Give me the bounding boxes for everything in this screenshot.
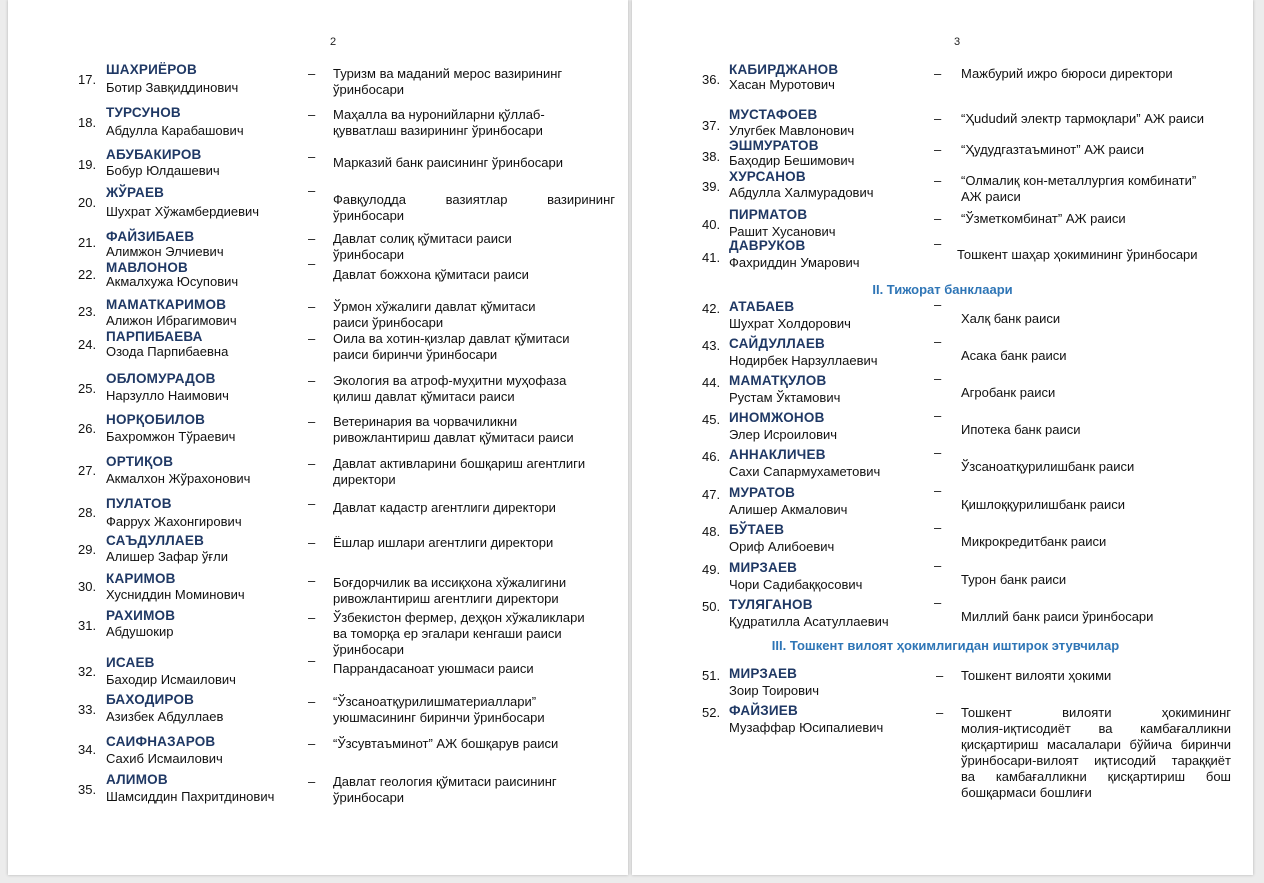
description-line: Тошкент шаҳар ҳокимининг ўринбосари	[957, 247, 1198, 262]
entry-description	[333, 575, 615, 607]
entry-dash: –	[934, 371, 942, 386]
description-line: Давлат геология қўмитаси раисининг	[333, 774, 557, 789]
entry-surname: МАМАТКАРИМОВ	[106, 297, 227, 312]
description-line: ривожлантириш давлат қўмитаси раиси	[333, 430, 574, 445]
entry-number: 51.	[702, 668, 721, 683]
entry-description	[961, 142, 1246, 158]
list-item	[632, 371, 1253, 415]
entry-surname: МИРЗАЕВ	[729, 666, 798, 681]
entry-description	[333, 774, 615, 806]
entry-surname: МАМАТҚУЛОВ	[729, 373, 827, 388]
description-line: ривожлантириш агентлиги директори	[333, 591, 559, 606]
list-item	[632, 171, 1253, 211]
entry-given-name: Ботир Завқиддинович	[106, 80, 239, 95]
description-line: Турон банк раиси	[961, 572, 1067, 587]
entry-given-name: Абдулла Карабашович	[106, 123, 244, 138]
entry-number: 44.	[702, 375, 721, 390]
description-line: ўринбосари	[333, 208, 405, 223]
description-line: Асака банк раиси	[961, 348, 1067, 363]
entry-number: 29.	[78, 542, 97, 557]
description-line: Ўрмон хўжалиги давлат қўмитаси	[333, 299, 536, 314]
entry-number: 21.	[78, 235, 97, 250]
list-item	[8, 149, 628, 189]
entry-surname: САЙДУЛЛАЕВ	[729, 336, 825, 351]
entry-surname: АБУБАКИРОВ	[106, 147, 202, 162]
entry-number: 24.	[78, 337, 97, 352]
entry-dash: –	[934, 408, 942, 423]
entry-surname: БЎТАЕВ	[729, 522, 785, 537]
entry-number: 20.	[78, 195, 97, 210]
entry-description	[333, 66, 615, 98]
entry-number: 45.	[702, 412, 721, 427]
description-line: қилиш давлат қўмитаси раиси	[333, 389, 515, 404]
entry-surname: ЖЎРАЕВ	[106, 185, 165, 200]
entry-dash: –	[934, 558, 942, 573]
entry-dash: –	[308, 573, 316, 588]
list-item	[632, 297, 1253, 341]
entry-given-name: Шухрат Хўжамбердиевич	[106, 204, 260, 219]
entry-surname: ФАЙЗИБАЕВ	[106, 229, 195, 244]
entry-surname: ТУЛЯГАНОВ	[729, 597, 813, 612]
section-heading-commercial-banks: II. Тижорат банклаари	[872, 282, 1013, 297]
entry-dash: –	[934, 520, 942, 535]
entry-given-name: Акмалхон Жўрахонович	[106, 471, 251, 486]
entry-description	[333, 373, 615, 405]
description-line: ўринбосари	[333, 82, 405, 97]
entry-number: 25.	[78, 381, 97, 396]
entry-given-name: Алишер Зафар ўғли	[106, 549, 228, 564]
entry-given-name: Озода Парпибаевна	[106, 344, 229, 359]
description-line: Давлат солиқ қўмитаси раиси	[333, 231, 512, 246]
entry-surname: САИФНАЗАРОВ	[106, 734, 216, 749]
entry-dash: –	[308, 414, 316, 429]
entry-description	[961, 705, 1231, 801]
entry-description	[961, 609, 1246, 625]
description-line: Ветеринария ва чорвачиликни	[333, 414, 518, 429]
document-page-left	[8, 0, 628, 875]
entry-description	[961, 572, 1246, 588]
entry-surname: ОБЛОМУРАДОВ	[106, 371, 216, 386]
entry-number: 22.	[78, 267, 97, 282]
entry-number: 50.	[702, 599, 721, 614]
entry-description	[333, 155, 615, 171]
description-line: директори	[333, 472, 396, 487]
description-line: Ипотека банк раиси	[961, 422, 1081, 437]
list-item	[632, 595, 1253, 639]
entry-dash: –	[934, 111, 942, 126]
page-number: 3	[954, 36, 961, 48]
entry-surname: ПИРМАТОВ	[729, 207, 808, 222]
entry-number: 33.	[78, 702, 97, 717]
entry-given-name: Нарзулло Наимович	[106, 388, 229, 403]
description-line: Марказий банк раисининг ўринбосари	[333, 155, 563, 170]
entry-number: 37.	[702, 118, 721, 133]
entry-number: 47.	[702, 487, 721, 502]
description-line: “Ҳududий электр тармоқлари” АЖ раиси	[961, 111, 1204, 126]
entry-dash: –	[934, 445, 942, 460]
entry-surname: ИНОМЖОНОВ	[729, 410, 825, 425]
description-line: ўринбосари	[333, 642, 405, 657]
list-item	[8, 183, 628, 227]
entry-number: 42.	[702, 301, 721, 316]
entry-number: 30.	[78, 579, 97, 594]
entry-number: 32.	[78, 664, 97, 679]
entry-dash: –	[934, 173, 942, 188]
entry-dash: –	[308, 535, 316, 550]
entry-number: 34.	[78, 742, 97, 757]
entry-dash: –	[308, 694, 316, 709]
entry-given-name: Сахиб Исмаилович	[106, 751, 223, 766]
entry-description	[333, 535, 615, 551]
list-item	[632, 334, 1253, 378]
description-line: қисқартириш масалалари бўйича биринчи	[961, 737, 1231, 752]
entry-description	[961, 422, 1246, 438]
list-item	[632, 703, 1253, 800]
list-item	[8, 498, 628, 538]
entry-given-name: Хусниддин Моминович	[106, 587, 245, 602]
description-line: ва томорқа ер эгалари кенгаши раиси	[333, 626, 562, 641]
entry-description	[961, 311, 1246, 327]
entry-description	[961, 459, 1246, 475]
entry-description	[333, 107, 615, 139]
list-item	[632, 236, 1253, 280]
entry-number: 19.	[78, 157, 97, 172]
entry-number: 23.	[78, 304, 97, 319]
entry-dash: –	[308, 610, 316, 625]
entry-surname: МИРЗАЕВ	[729, 560, 798, 575]
entry-number: 18.	[78, 115, 97, 130]
description-line: ўринбосари	[333, 790, 405, 805]
entry-given-name: Фаррух Жахонгирович	[106, 514, 242, 529]
list-item	[632, 445, 1253, 489]
entry-description	[333, 267, 615, 283]
description-line: ўринбосари-вилоят иқтисодий тараққиёт	[961, 753, 1231, 768]
entry-given-name: Чори Садибаққосович	[729, 577, 863, 592]
list-item	[8, 256, 628, 302]
entry-description	[961, 385, 1246, 401]
entry-number: 28.	[78, 505, 97, 520]
entry-dash: –	[934, 297, 942, 312]
entry-number: 26.	[78, 421, 97, 436]
entry-number: 38.	[702, 149, 721, 164]
entry-given-name: Баходир Исмаилович	[106, 672, 236, 687]
entry-given-name: Фахриддин Умарович	[729, 255, 860, 270]
description-line: молия-иқтисодиёт ва камбағалликни	[961, 721, 1231, 736]
description-line: Боғдорчилик ва иссиқхона хўжалигини	[333, 575, 567, 590]
entry-dash: –	[934, 483, 942, 498]
entry-dash: –	[934, 211, 942, 226]
entry-dash: –	[934, 142, 942, 157]
description-line: Қишлоққурилишбанк раиси	[961, 497, 1126, 512]
entry-number: 49.	[702, 562, 721, 577]
entry-surname: МУРАТОВ	[729, 485, 796, 500]
list-item	[632, 408, 1253, 452]
entry-dash: –	[308, 231, 316, 246]
entry-given-name: Қудратилла Асатуллаевич	[729, 614, 889, 629]
entry-description	[961, 348, 1246, 364]
description-line: Микрокредитбанк раиси	[961, 534, 1107, 549]
entry-given-name: Ориф Алибоевич	[729, 539, 835, 554]
description-line: раиси ўринбосари	[333, 315, 444, 330]
entry-surname: РАХИМОВ	[106, 608, 176, 623]
entry-dash: –	[936, 705, 944, 720]
entry-dash: –	[308, 736, 316, 751]
entry-dash: –	[308, 373, 316, 388]
entry-number: 27.	[78, 463, 97, 478]
description-line: Туризм ва маданий мерос вазирининг	[333, 66, 563, 81]
list-item	[8, 736, 628, 776]
entry-surname: КАБИРДЖАНОВ	[729, 62, 839, 77]
entry-number: 36.	[702, 72, 721, 87]
entry-description	[961, 534, 1246, 550]
entry-surname: НОРҚОБИЛОВ	[106, 412, 206, 427]
list-item	[632, 483, 1253, 527]
list-item	[8, 573, 628, 613]
description-line: Тошкент вилояти ҳокимининг	[961, 705, 1231, 720]
entry-surname: ПУЛАТОВ	[106, 496, 172, 511]
description-line: “Ўзсаноатқурилишматериаллари”	[333, 694, 537, 709]
entry-description	[333, 456, 615, 488]
entry-description	[957, 247, 1242, 263]
entry-given-name: Баҳодир Бешимович	[729, 153, 855, 168]
entry-description	[333, 231, 615, 263]
entry-surname: ДАВРУКОВ	[729, 238, 806, 253]
entry-surname: ИСАЕВ	[106, 655, 155, 670]
entry-description	[961, 211, 1246, 227]
entry-dash: –	[308, 653, 316, 668]
entry-description	[333, 299, 615, 331]
entry-description	[333, 661, 615, 677]
entry-given-name: Алижон Ибрагимович	[106, 313, 237, 328]
description-line: Давлат активларини бошқариш агентлиги	[333, 456, 586, 471]
entry-given-name: Бахромжон Тўраевич	[106, 429, 236, 444]
entry-given-name: Сахи Сапармухаметович	[729, 464, 881, 479]
entry-number: 48.	[702, 524, 721, 539]
entry-dash: –	[308, 774, 316, 789]
entry-dash: –	[934, 66, 942, 81]
entry-surname: ОРТИҚОВ	[106, 454, 174, 469]
entry-description	[961, 111, 1246, 127]
entry-dash: –	[308, 66, 316, 81]
entry-surname: ФАЙЗИЕВ	[729, 703, 798, 718]
entry-dash: –	[934, 236, 942, 251]
entry-description	[333, 694, 615, 726]
description-line: “Ўзметкомбинат” АЖ раиси	[961, 211, 1126, 226]
description-line: Паррандасаноат уюшмаси раиси	[333, 661, 534, 676]
entry-surname: АЛИМОВ	[106, 772, 168, 787]
entry-number: 35.	[78, 782, 97, 797]
entry-given-name: Шухрат Холдорович	[729, 316, 851, 331]
description-line: Халқ банк раиси	[961, 311, 1061, 326]
entry-surname: ЭШМУРАТОВ	[729, 138, 819, 153]
entry-surname: САЪДУЛЛАЕВ	[106, 533, 205, 548]
description-line: Тошкент вилояти ҳокими	[961, 668, 1112, 683]
list-item	[8, 535, 628, 575]
list-item	[8, 694, 628, 734]
entry-description	[961, 66, 1246, 82]
entry-dash: –	[308, 183, 316, 198]
entry-number: 41.	[702, 250, 721, 265]
description-line: Ўзсаноатқурилишбанк раиси	[961, 459, 1135, 474]
list-item	[632, 668, 1253, 708]
entry-dash: –	[308, 149, 316, 164]
entry-given-name: Бобур Юлдашевич	[106, 163, 220, 178]
entry-description	[961, 668, 1231, 684]
list-item	[8, 373, 628, 413]
entry-given-name: Музаффар Юсипалиевич	[729, 720, 884, 735]
description-line: Фавқулодда вазиятлар вазирининг	[333, 192, 615, 207]
entry-surname: КАРИМОВ	[106, 571, 176, 586]
description-line: ўринбосари	[333, 247, 405, 262]
entry-given-name: Зоир Тоирович	[729, 683, 820, 698]
description-line: Давлат божхона қўмитаси раиси	[333, 267, 529, 282]
entry-dash: –	[934, 595, 942, 610]
description-line: Ёшлар ишлари агентлиги директори	[333, 535, 554, 550]
list-item	[8, 774, 628, 814]
description-line: “Ҳудудгазтаъминот” АЖ раиси	[961, 142, 1144, 157]
description-line: ва камбағалликни қисқартириш бош	[961, 769, 1231, 784]
description-line: Оила ва хотин-қизлар давлат қўмитаси	[333, 331, 570, 346]
entry-dash: –	[936, 668, 944, 683]
entry-number: 40.	[702, 217, 721, 232]
entry-dash: –	[308, 331, 316, 346]
entry-surname: МУСТАФОЕВ	[729, 107, 818, 122]
list-item	[8, 64, 628, 104]
description-line: Маҳалла ва нуронийларни қўллаб-	[333, 107, 545, 122]
entry-given-name: Нодирбек Нарзуллаевич	[729, 353, 878, 368]
entry-surname: АННАКЛИЧЕВ	[729, 447, 826, 462]
entry-surname: ШАХРИЁРОВ	[106, 62, 197, 77]
entry-description	[333, 192, 615, 224]
entry-given-name: Шамсиддин Пахритдинович	[106, 789, 275, 804]
entry-description	[333, 610, 615, 658]
entry-dash: –	[308, 256, 316, 271]
description-line: Мажбурий ижро бюроси директори	[961, 66, 1173, 81]
entry-given-name: Акмалхужа Юсупович	[106, 274, 239, 289]
entry-description	[961, 173, 1246, 205]
entry-number: 17.	[78, 72, 97, 87]
entry-surname: БАХОДИРОВ	[106, 692, 195, 707]
list-item	[632, 558, 1253, 602]
list-item	[8, 608, 628, 657]
entry-given-name: Элер Исроилович	[729, 427, 838, 442]
description-line: “Ўзсувтаъминот” АЖ бошқарув раиси	[333, 736, 559, 751]
entry-surname: ХУРСАНОВ	[729, 169, 806, 184]
entry-description	[333, 414, 615, 446]
section-heading-tashkent-region: III. Тошкент вилоят ҳокимлигидан иштирок этувчилар	[771, 638, 1120, 653]
entry-number: 39.	[702, 179, 721, 194]
entry-given-name: Хасан Муротович	[729, 77, 835, 92]
entry-dash: –	[308, 107, 316, 122]
list-item	[8, 414, 628, 454]
entry-given-name: Азизбек Абдуллаев	[106, 709, 224, 724]
entry-given-name: Рашит Хусанович	[729, 224, 836, 239]
description-line: уюшмасининг биринчи ўринбосари	[333, 710, 545, 725]
description-line: бошқармаси бошлиғи	[961, 785, 1092, 800]
entry-given-name: Алимжон Элчиевич	[106, 244, 224, 259]
entry-dash: –	[308, 496, 316, 511]
entry-number: 43.	[702, 338, 721, 353]
description-line: АЖ раиси	[961, 189, 1021, 204]
entry-number: 46.	[702, 449, 721, 464]
list-item	[8, 456, 628, 496]
entry-dash: –	[934, 334, 942, 349]
page-number: 2	[330, 36, 337, 48]
list-item	[632, 520, 1253, 564]
entry-number: 52.	[702, 705, 721, 720]
list-item	[8, 331, 628, 371]
list-item	[8, 653, 628, 697]
list-item	[8, 107, 628, 147]
entry-number: 31.	[78, 618, 97, 633]
entry-dash: –	[308, 456, 316, 471]
entry-description	[333, 500, 615, 516]
description-line: Экология ва атроф-муҳитни муҳофаза	[333, 373, 567, 388]
description-line: Агробанк раиси	[961, 385, 1056, 400]
entry-surname: МАВЛОНОВ	[106, 260, 188, 275]
entry-description	[333, 331, 615, 363]
entry-surname: ТУРСУНОВ	[106, 105, 181, 120]
description-line: Ўзбекистон фермер, деҳқон хўжаликлари	[333, 610, 585, 625]
entry-given-name: Абдулла Халмурадович	[729, 185, 874, 200]
list-item	[632, 64, 1253, 104]
entry-dash: –	[308, 299, 316, 314]
entry-surname: ПАРПИБАЕВА	[106, 329, 203, 344]
description-line: қувватлаш вазирининг ўринбосари	[333, 123, 543, 138]
entry-description	[961, 497, 1246, 513]
entry-given-name: Улугбек Мавлонович	[729, 123, 855, 138]
description-line: Давлат кадастр агентлиги директори	[333, 500, 556, 515]
document-page-right	[632, 0, 1253, 875]
entry-given-name: Абдушокир	[106, 624, 174, 639]
entry-given-name: Алишер Акмалович	[729, 502, 848, 517]
description-line: Миллий банк раиси ўринбосари	[961, 609, 1154, 624]
description-line: “Олмалиқ кон-металлургия комбинати”	[961, 173, 1197, 188]
entry-description	[333, 736, 615, 752]
entry-given-name: Рустам Ўктамович	[729, 390, 841, 405]
entry-surname: АТАБАЕВ	[729, 299, 795, 314]
description-line: раиси биринчи ўринбосари	[333, 347, 498, 362]
